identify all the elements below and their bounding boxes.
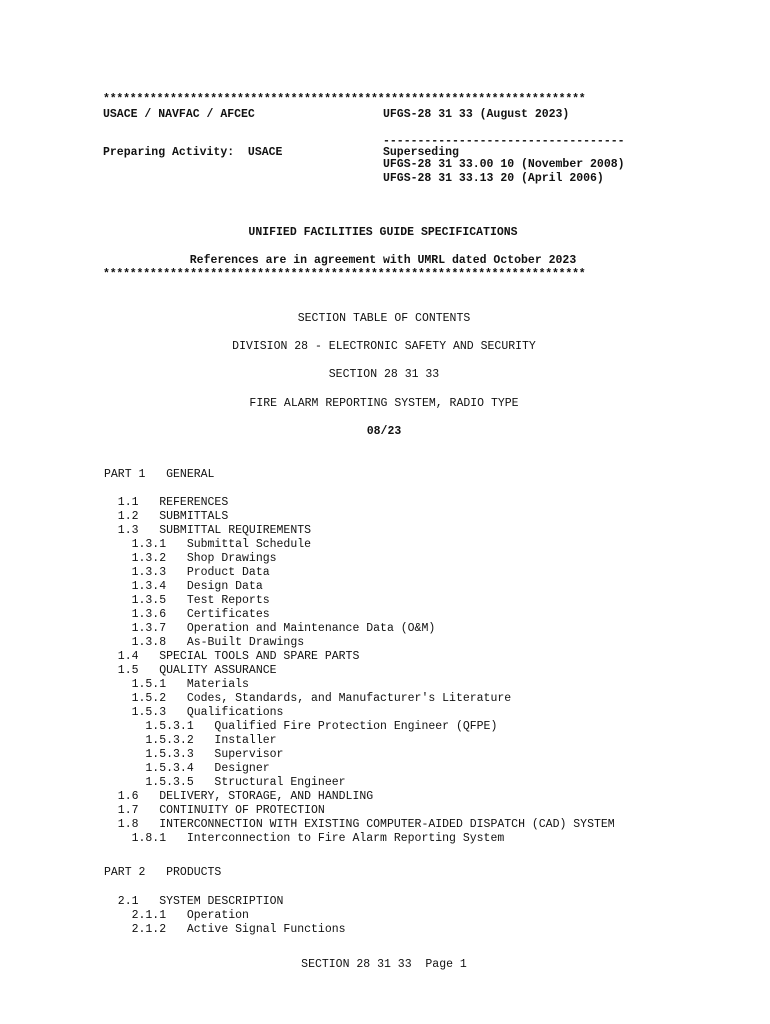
toc-item: 1.1 REFERENCES (104, 496, 229, 509)
division-title: DIVISION 28 - ELECTRONIC SAFETY AND SECURITY (232, 340, 536, 353)
toc-part-1: PART 1 GENERAL (104, 468, 215, 481)
toc-item: 1.5.3.4 Designer (104, 762, 270, 775)
toc-item: 1.7 CONTINUITY OF PROTECTION (104, 804, 325, 817)
toc-item: 2.1 SYSTEM DESCRIPTION (104, 895, 284, 908)
header-stars-top: ************************************************************************ (103, 93, 586, 106)
toc-part-2-list (104, 895, 346, 937)
toc-item: 1.5.3.5 Structural Engineer (104, 776, 346, 789)
spec-id: UFGS-28 31 33 (August 2023) (383, 108, 570, 121)
superseding-label: Superseding (383, 146, 459, 159)
spec-underline: ----------------------------------- (383, 135, 625, 148)
toc-item: 1.3.1 Submittal Schedule (104, 538, 312, 551)
toc-item: 1.3.7 Operation and Maintenance Data (O&M) (104, 622, 436, 635)
toc-item: 1.3.8 As-Built Drawings (104, 636, 305, 649)
references-note: References are in agreement with UMRL dated October 2023 (189, 254, 577, 267)
toc-item: 1.3.2 Shop Drawings (104, 552, 277, 565)
toc-item: 1.8.1 Interconnection to Fire Alarm Reporting System (104, 832, 505, 845)
toc-part-2: PART 2 PRODUCTS (104, 866, 222, 879)
toc-item: 1.8 INTERCONNECTION WITH EXISTING COMPUTER-AIDED DISPATCH (CAD) SYSTEM (104, 818, 615, 831)
toc-item: 1.3.6 Certificates (104, 608, 270, 621)
toc-item: 1.5.3 Qualifications (104, 706, 284, 719)
toc-item: 1.5.3.2 Installer (104, 734, 277, 747)
toc-item: 1.3.3 Product Data (104, 566, 270, 579)
toc-item: 2.1.2 Active Signal Functions (104, 923, 346, 936)
toc-item: 1.5.3.3 Supervisor (104, 748, 284, 761)
toc-item: 1.4 SPECIAL TOOLS AND SPARE PARTS (104, 650, 360, 663)
agency-label: USACE / NAVFAC / AFCEC (103, 108, 255, 121)
superseded-spec-1: UFGS-28 31 33.00 10 (November 2008) (383, 158, 625, 171)
superseded-spec-2: UFGS-28 31 33.13 20 (April 2006) (383, 172, 604, 185)
section-number: SECTION 28 31 33 (328, 368, 440, 381)
toc-item: 1.3.5 Test Reports (104, 594, 270, 607)
toc-item: 1.5.3.1 Qualified Fire Protection Engineer (QFPE) (104, 720, 498, 733)
document-title: UNIFIED FACILITIES GUIDE SPECIFICATIONS (248, 226, 518, 239)
toc-item: 1.3 SUBMITTAL REQUIREMENTS (104, 524, 312, 537)
preparing-activity: Preparing Activity: USACE (103, 146, 283, 159)
toc-item: 1.3.4 Design Data (104, 580, 263, 593)
section-date: 08/23 (366, 425, 402, 438)
toc-item: 1.6 DELIVERY, STORAGE, AND HANDLING (104, 790, 374, 803)
toc-part-1-list (104, 496, 615, 846)
section-title: FIRE ALARM REPORTING SYSTEM, RADIO TYPE (249, 397, 519, 410)
toc-item: 1.5.1 Materials (104, 678, 249, 691)
toc-item: 1.2 SUBMITTALS (104, 510, 229, 523)
toc-item: 1.5 QUALITY ASSURANCE (104, 664, 277, 677)
toc-item: 1.5.2 Codes, Standards, and Manufacturer's Literature (104, 692, 512, 705)
page-footer: SECTION 28 31 33 Page 1 (301, 958, 467, 971)
toc-heading: SECTION TABLE OF CONTENTS (297, 312, 471, 325)
header-stars-bottom: ************************************************************************ (103, 268, 586, 281)
toc-item: 2.1.1 Operation (104, 909, 249, 922)
